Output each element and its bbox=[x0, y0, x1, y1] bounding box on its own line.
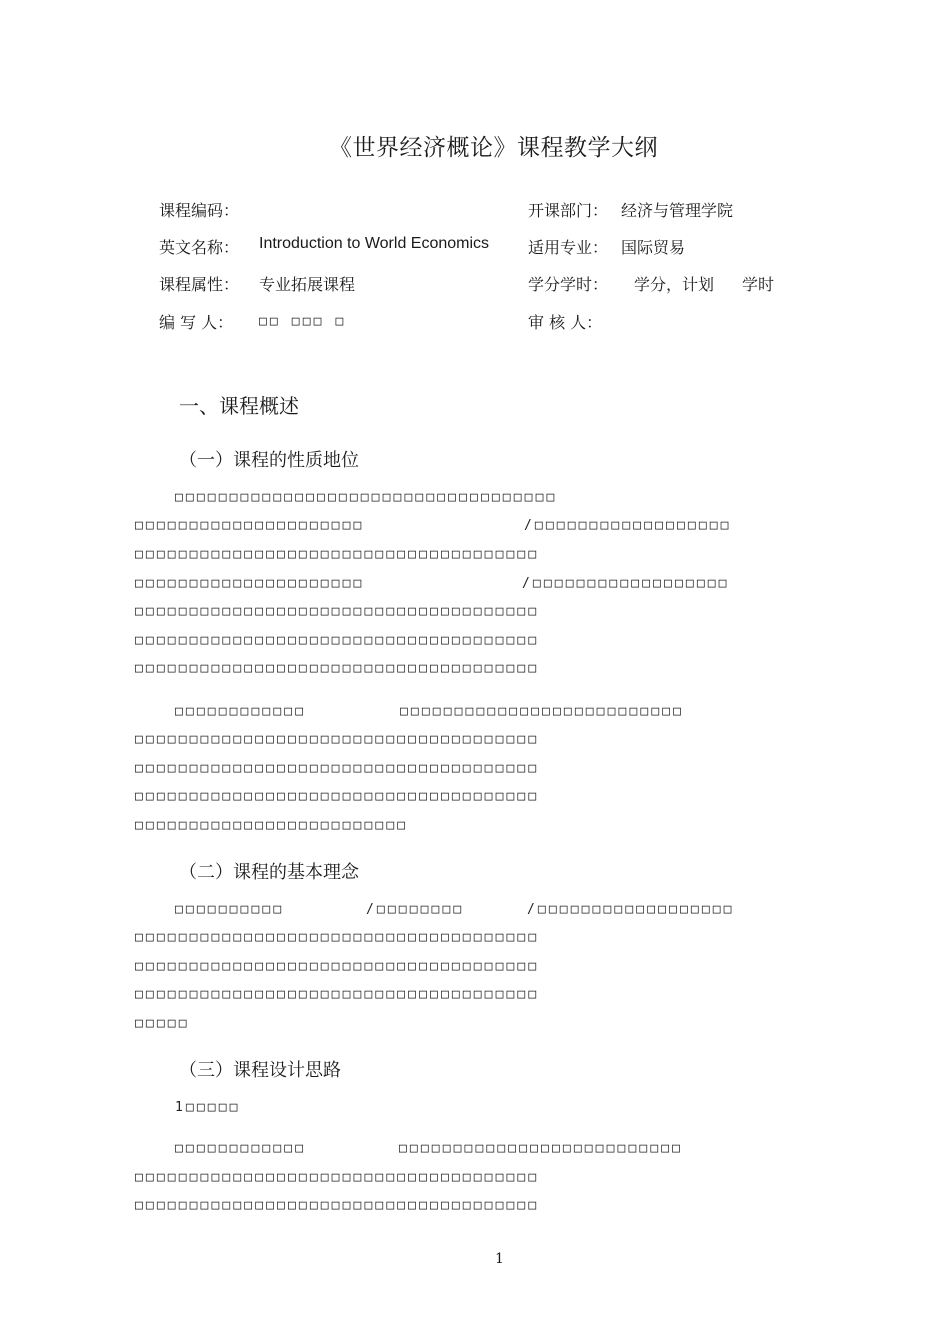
text-line: /□□□□□□□□ bbox=[366, 902, 465, 917]
text-line: □□□□□□□□□□□□□□□□□□□□□□□□□□□□□□□□□□□□□ bbox=[135, 1198, 540, 1213]
credit-hours-label: 学分学时： bbox=[528, 275, 609, 294]
page-number: 1 bbox=[495, 1251, 504, 1267]
major-value: 国际贸易 bbox=[621, 238, 686, 257]
list-item-number: 1□□□□□ bbox=[175, 1100, 241, 1115]
english-name-value: Introduction to World Economics bbox=[259, 235, 490, 252]
reviewer-label: 审 核 人： bbox=[528, 313, 603, 332]
section-heading-overview: 一、课程概述 bbox=[179, 394, 299, 418]
major-label: 适用专业： bbox=[528, 238, 609, 257]
text-line: □□□□□□□□□□□□□□□□□□□□□□□□□□ bbox=[400, 704, 685, 719]
subsection-heading-concept: （二）课程的基本理念 bbox=[179, 862, 359, 883]
author-label: 编 写 人： bbox=[159, 313, 234, 332]
subsection-heading-nature: （一）课程的性质地位 bbox=[179, 450, 359, 471]
text-line: /□□□□□□□□□□□□□□□□□□ bbox=[522, 576, 730, 591]
text-line: /□□□□□□□□□□□□□□□□□□ bbox=[524, 518, 732, 533]
course-attribute-value: 专业拓展课程 bbox=[259, 275, 356, 294]
text-line: □□□□□□□□□□□□□□□□□□□□□□□□□□□□□□□□□□□□□ bbox=[135, 959, 540, 974]
text-line: □□□□□□□□□□□□□□□□□□□□□ bbox=[135, 518, 365, 533]
text-line: □□□□□□□□□□ bbox=[175, 902, 285, 917]
text-line: □□□□□□□□□□□□□□□□□□□□□□□□□□□□□□□□□□□□□ bbox=[135, 1170, 540, 1185]
text-line: □□□□□□□□□□□□□□□□□□□□□□□□□□□□□□□□□□□□□ bbox=[135, 761, 540, 776]
department-value: 经济与管理学院 bbox=[621, 201, 734, 220]
text-line: □□□□□□□□□□□□□□□□□□□□□□□□□□□□□□□□□□□ bbox=[175, 490, 558, 505]
document-title: 《世界经济概论》课程教学大纲 bbox=[329, 135, 658, 161]
text-line: □□□□□□□□□□□□ bbox=[175, 704, 307, 719]
course-attribute-label: 课程属性： bbox=[159, 275, 240, 294]
text-line: □□□□□□□□□□□□□□□□□□□□□□□□□□□□□□□□□□□□□ bbox=[135, 930, 540, 945]
subsection-heading-design: （三）课程设计思路 bbox=[179, 1060, 341, 1081]
author-value: □□ □□□ □ bbox=[259, 314, 347, 329]
text-line: □□□□□□□□□□□□□□□□□□□□□□□□□ bbox=[135, 818, 409, 833]
text-line: □□□□□□□□□□□□□□□□□□□□□□□□□□□□□□□□□□□□□ bbox=[135, 633, 540, 648]
hours-value: 学时 bbox=[742, 275, 775, 294]
text-line: /□□□□□□□□□□□□□□□□□□ bbox=[527, 902, 735, 917]
text-line: □□□□□□□□□□□□□□□□□□□□□□□□□□□□□□□□□□□□□ bbox=[135, 547, 540, 562]
english-name-label: 英文名称： bbox=[159, 238, 240, 257]
text-line: □□□□□□□□□□□□□□□□□□□□□□□□□□□□□□□□□□□□□ bbox=[135, 789, 540, 804]
department-label: 开课部门： bbox=[528, 201, 609, 220]
credit-value: 学分，计划 bbox=[634, 275, 715, 294]
text-line: □□□□□□□□□□□□□□□□□□□□□ bbox=[135, 576, 365, 591]
text-line: □□□□□□□□□□□□□□□□□□□□□□□□□□□□□□□□□□□□□ bbox=[135, 732, 540, 747]
text-line: □□□□□□□□□□□□□□□□□□□□□□□□□□□□□□□□□□□□□ bbox=[135, 661, 540, 676]
text-line: □□□□□□□□□□□□□□□□□□□□□□□□□□□□□□□□□□□□□ bbox=[135, 987, 540, 1002]
course-code-label: 课程编码： bbox=[159, 201, 240, 220]
text-line: □□□□□□□□□□□□□□□□□□□□□□□□□□ bbox=[399, 1141, 684, 1156]
text-line: □□□□□□□□□□□□ bbox=[175, 1141, 307, 1156]
text-line: □□□□□□□□□□□□□□□□□□□□□□□□□□□□□□□□□□□□□ bbox=[135, 604, 540, 619]
text-line: □□□□□ bbox=[135, 1016, 190, 1031]
